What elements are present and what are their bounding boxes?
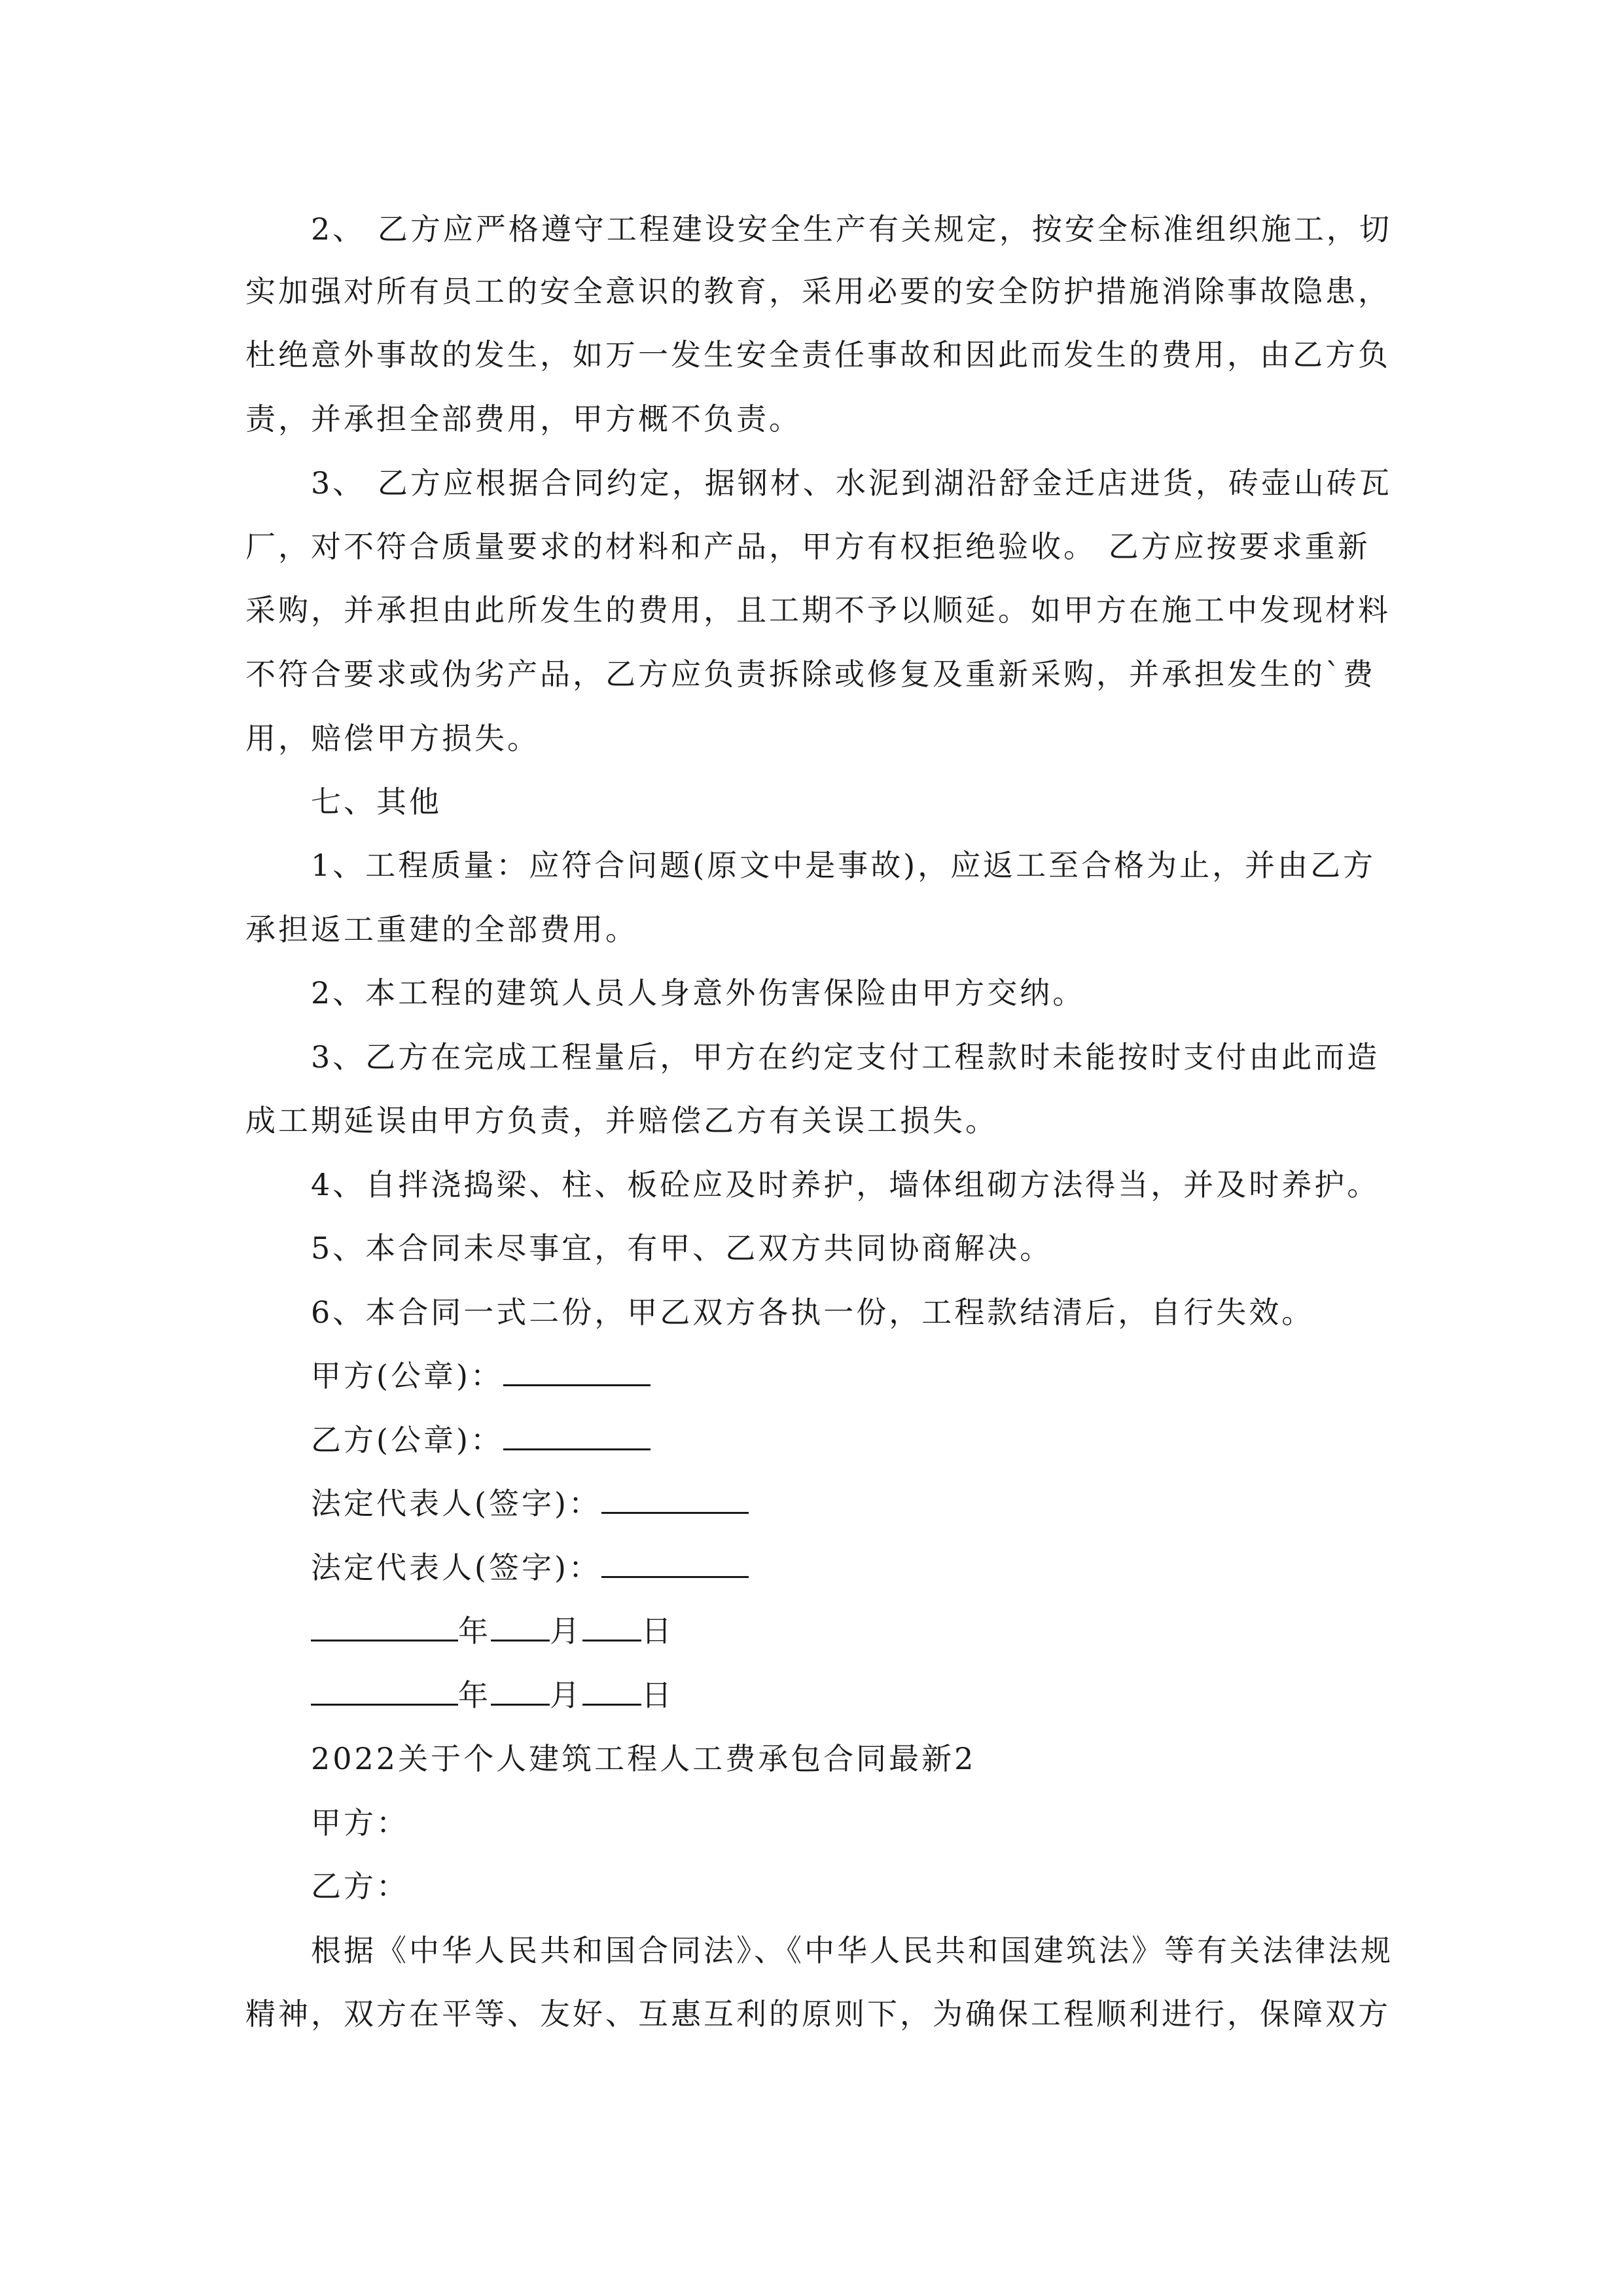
section7-item1-line1: 1、工程质量：应符合问题(原文中是事故)，应返工至合格为止，并由乙方 xyxy=(311,848,1376,883)
date2-day-label: 日 xyxy=(641,1677,674,1713)
legal-rep-2-label: 法定代表人(签字)： xyxy=(311,1550,601,1585)
next-contract-intro-line1: 根据《中华人民共和国合同法》、《中华人民共和国建筑法》等有关法律法规 xyxy=(311,1933,1393,1968)
party-b-seal-line xyxy=(311,1420,1450,1460)
date1-day-label: 日 xyxy=(641,1613,674,1649)
para2-line-4: 责，并承担全部费用，甲方概不负责。 xyxy=(245,401,802,437)
para3-line-2: 厂，对不符合质量要求的材料和产品，甲方有权拒绝验收。 乙方应按要求重新 xyxy=(245,529,1370,564)
party-a-seal-label: 甲方(公章)： xyxy=(311,1358,503,1393)
next-contract-party-b: 乙方： xyxy=(311,1869,409,1904)
legal-rep-2-line xyxy=(311,1548,1450,1587)
para2-line-2: 实加强对所有员工的安全意识的教育，采用必要的安全防护措施消除事故隐患， xyxy=(245,274,1391,309)
legal-rep-1-label: 法定代表人(签字)： xyxy=(311,1486,601,1521)
legal-rep-1-blank xyxy=(601,1486,749,1514)
date1-month-label: 月 xyxy=(550,1613,582,1649)
legal-rep-2-blank xyxy=(601,1550,749,1578)
para3-line-4: 不符合要求或伪劣产品，乙方应负责拆除或修复及重新采购，并承担发生的`费 xyxy=(245,656,1376,692)
section7-item2: 2、本工程的建筑人员人身意外伤害保险由甲方交纳。 xyxy=(311,975,1086,1011)
date1-year-blank xyxy=(311,1613,458,1641)
section7-item1-line2: 承担返工重建的全部费用。 xyxy=(245,912,638,947)
date2-day-blank xyxy=(582,1677,641,1706)
next-contract-intro-line2: 精神，双方在平等、友好、互惠互利的原则下，为确保工程顺利进行，保障双方 xyxy=(245,1996,1391,2032)
date-line-2 xyxy=(311,1676,1450,1715)
date1-month-blank xyxy=(491,1613,550,1641)
para3-line-3: 采购，并承担由此所发生的费用，且工期不予以顺延。如甲方在施工中发现材料 xyxy=(245,592,1391,628)
party-b-seal-label: 乙方(公章)： xyxy=(311,1422,503,1458)
para3-line-1: 3、 乙方应根据合同约定，据钢材、水泥到湖沿舒金迁店进货，砖壶山砖瓦 xyxy=(311,465,1392,501)
party-a-seal-blank xyxy=(503,1358,651,1386)
legal-rep-1-line xyxy=(311,1484,1450,1523)
date1-day-blank xyxy=(582,1613,641,1641)
para2-line-1: 2、 乙方应严格遵守工程建设安全生产有关规定，按安全标准组织施工，切 xyxy=(311,211,1392,247)
date2-year-blank xyxy=(311,1677,458,1706)
para2-line-3: 杜绝意外事故的发生，如万一发生安全责任事故和因此而发生的费用，由乙方负 xyxy=(245,337,1391,372)
party-a-seal-line xyxy=(311,1356,1450,1395)
next-contract-title: 2022关于个人建筑工程人工费承包合同最新2 xyxy=(311,1741,976,1776)
date2-year-label: 年 xyxy=(458,1677,491,1713)
section7-item3-line2: 成工期延误由甲方负责，并赔偿乙方有关误工损失。 xyxy=(245,1103,998,1138)
section7-item3-line1: 3、乙方在完成工程量后，甲方在约定支付工程款时未能按时支付由此而造 xyxy=(311,1039,1380,1075)
date2-month-label: 月 xyxy=(550,1677,582,1713)
next-contract-party-a: 甲方： xyxy=(311,1805,409,1840)
date-line-1 xyxy=(311,1611,1450,1651)
party-b-seal-blank xyxy=(503,1422,651,1450)
section7-heading: 七、其他 xyxy=(311,784,442,819)
section7-item5: 5、本合同未尽事宜，有甲、乙双方共同协商解决。 xyxy=(311,1230,1053,1266)
date1-year-label: 年 xyxy=(458,1613,491,1649)
para3-line-5: 用，赔偿甲方损失。 xyxy=(245,721,540,756)
section7-item4: 4、自拌浇捣梁、柱、板砼应及时养护，墙体组砌方法得当，并及时养护。 xyxy=(311,1167,1380,1202)
date2-month-blank xyxy=(491,1677,550,1706)
section7-item6: 6、本合同一式二份，甲乙双方各执一份，工程款结清后，自行失效。 xyxy=(311,1295,1315,1330)
